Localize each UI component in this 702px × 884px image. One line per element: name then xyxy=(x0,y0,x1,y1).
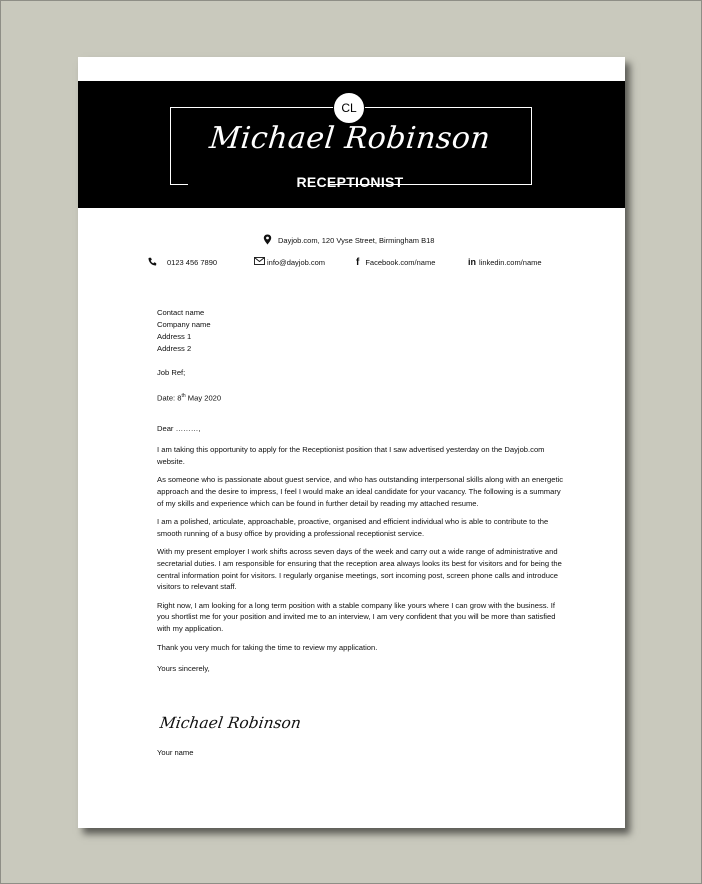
paragraph: I am a polished, articulate, approachable, proactive, organised and efficient individual who is able to contribute to the smooth running of a busy office by providing a professional receptionist service. xyxy=(157,516,549,538)
paragraph: I am taking this opportunity to apply for the Receptionist position that I saw advertised yesterday on the Dayjob.com website. xyxy=(157,444,545,466)
letter-date: Date: 8th May 2020 xyxy=(157,392,222,403)
signature: Michael Robinson xyxy=(158,714,303,732)
email-line xyxy=(254,257,325,267)
paragraph: Right now, I am looking for a long term position with a stable company like yours where I can grow with the business. If you shortlist me for your position and invited me to an interview, I am very confident that you will be more than satisfied with my application. xyxy=(157,600,556,634)
email-icon xyxy=(254,257,265,267)
facebook-link[interactable]: Facebook.com/name xyxy=(365,258,436,267)
address-line xyxy=(263,234,434,247)
recipient-address-1: Address 1 xyxy=(157,332,192,341)
facebook-line xyxy=(356,257,435,268)
recipient-company-name: Company name xyxy=(157,320,211,329)
paragraph: Thank you very much for taking the time to review my application. xyxy=(157,642,378,652)
facebook-icon: f xyxy=(356,257,360,268)
job-ref: Job Ref; xyxy=(157,368,186,377)
email-link[interactable]: info@dayjob.com xyxy=(267,257,326,267)
location-pin-icon xyxy=(263,234,272,247)
letter-body xyxy=(157,307,569,682)
phone-icon xyxy=(148,257,157,268)
cover-letter-page xyxy=(78,57,625,828)
salutation: Dear ………, xyxy=(157,424,201,434)
linkedin-line xyxy=(468,257,542,267)
address-text: Dayjob.com, 120 Vyse Street, Birmingham B18 xyxy=(278,236,435,245)
closing: Yours sincerely, xyxy=(157,664,210,674)
recipient-contact-name: Contact name xyxy=(157,308,205,317)
phone-line xyxy=(148,257,217,268)
phone-text: 0123 456 7890 xyxy=(167,258,218,267)
initials-badge: CL xyxy=(333,92,365,124)
paragraph: With my present employer I work shifts across seven days of the week and carry out a wide range of administrative and secretarial duties. I am responsible for ensuring that the reception area always looks its best for visitors and for being the central information point for visitors. I regularly organise meetings, sort incoming post, screen phone calls and introduce visitors to relevant staff. xyxy=(157,547,562,592)
header-banner xyxy=(78,81,625,208)
paragraph: As someone who is passionate about guest service, and who has outstanding interpersonal skills along with an energetic approach and the desire to impress, I feel I would make an ideal candidate for your vacancy. The following is a summary of my skills and experience which can be found in further detail by reading my attached resume. xyxy=(157,475,564,508)
applicant-name: Michael Robinson xyxy=(207,121,493,156)
job-title: RECEPTIONIST xyxy=(296,174,404,190)
recipient-block xyxy=(157,307,569,355)
your-name: Your name xyxy=(157,748,194,757)
recipient-address-2: Address 2 xyxy=(157,344,192,353)
linkedin-link[interactable]: linkedin.com/name xyxy=(479,257,542,267)
linkedin-icon: in xyxy=(468,257,476,267)
